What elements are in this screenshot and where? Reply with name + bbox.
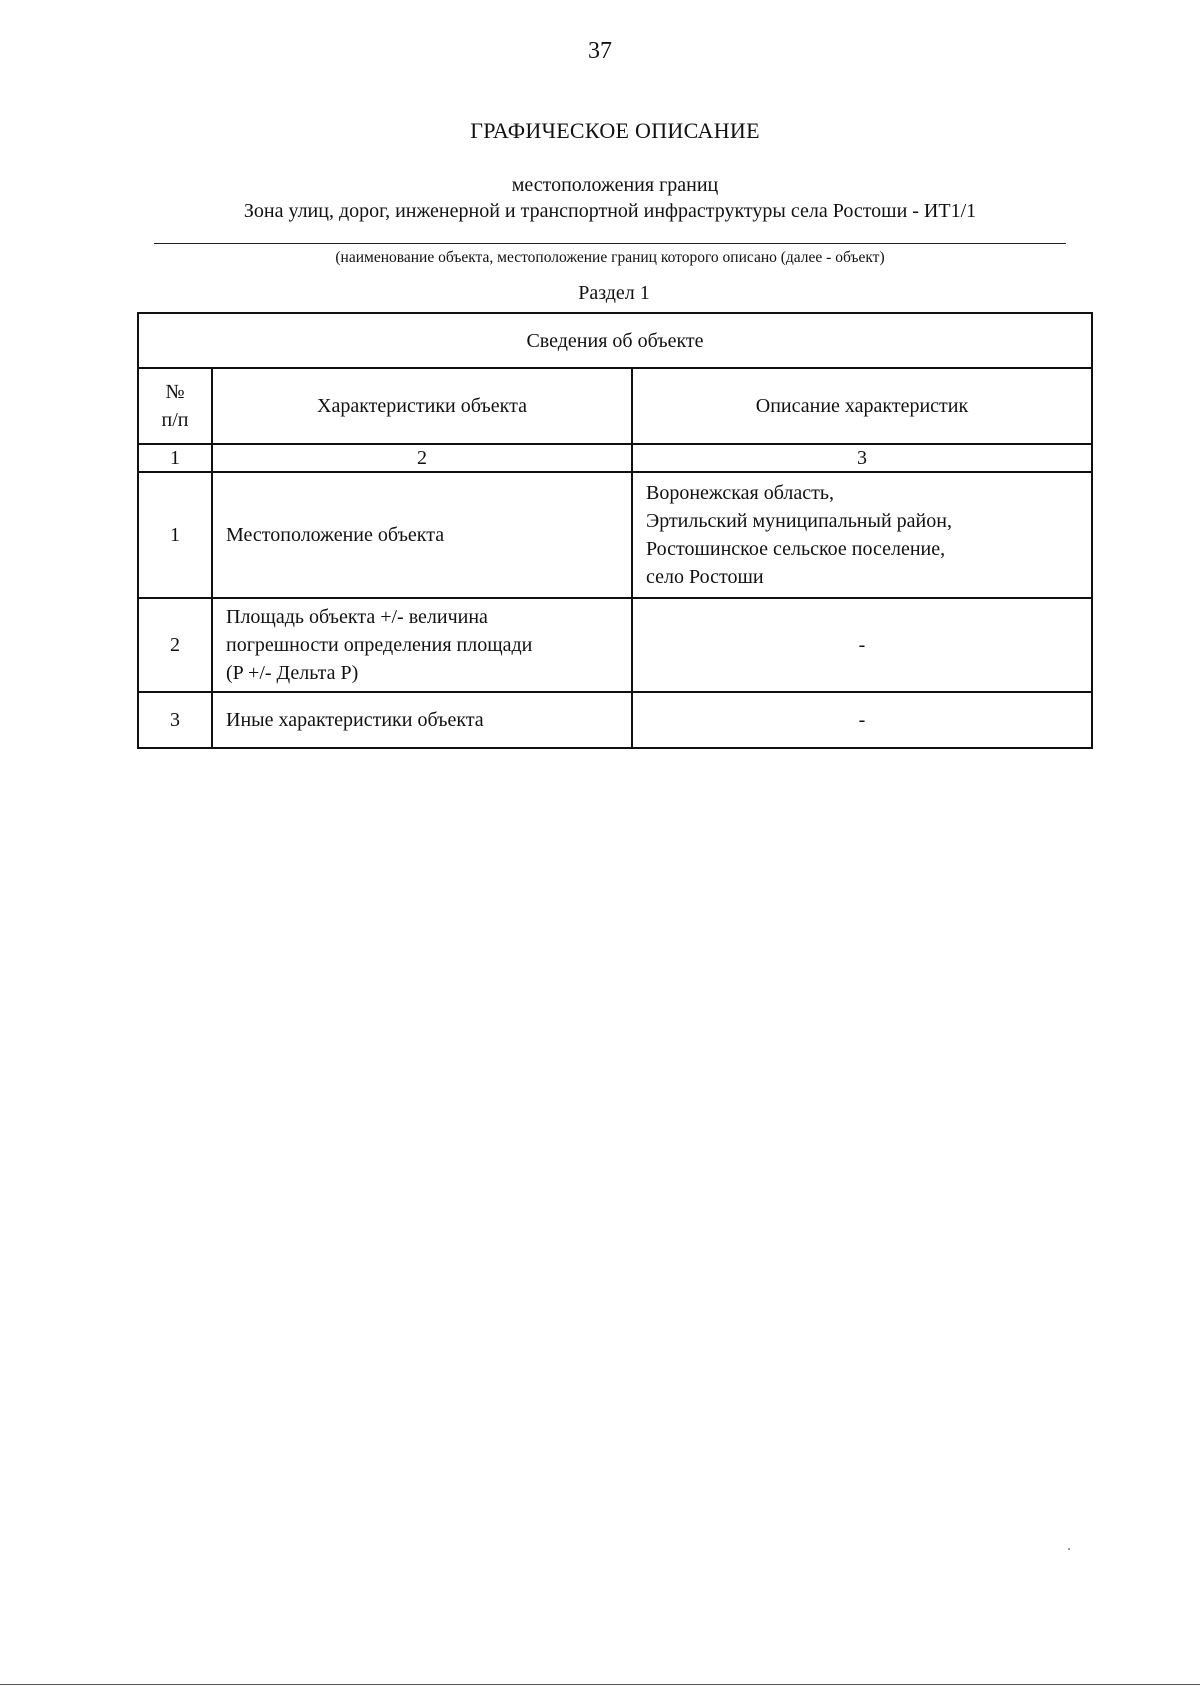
column-index-1: 1 [138, 444, 212, 472]
column-index-2: 2 [212, 444, 632, 472]
document-title: ГРАФИЧЕСКОЕ ОПИСАНИЕ [470, 118, 760, 143]
row-number: 2 [138, 598, 212, 692]
column-header-description: Описание характеристик [632, 368, 1092, 444]
object-info-table [137, 312, 1093, 749]
column-header-characteristic: Характеристики объекта [212, 368, 632, 444]
object-name-caption: (наименование объекта, местоположение границ которого описано (далее - объект) [335, 249, 885, 266]
row-description: - [632, 598, 1092, 692]
row-characteristic-line: (P +/- Дельта P) [226, 662, 359, 684]
row-characteristic-line: Местоположение объекта [226, 524, 445, 546]
table-row [138, 598, 1092, 692]
table-row [138, 692, 1092, 748]
column-header-number-line2: п/п [161, 409, 189, 431]
row-characteristic: Иные характеристики объекта [212, 692, 632, 748]
row-description [632, 472, 1092, 598]
object-name: Зона улиц, дорог, инженерной и транспортной инфраструктуры села Ростоши - ИТ1/1 [243, 200, 977, 222]
table-row [138, 472, 1092, 598]
row-characteristic-line: Площадь объекта +/- величина [226, 606, 488, 628]
row-characteristic-line: погрешности определения площади [226, 634, 533, 656]
document-subtitle: местоположения границ [511, 174, 719, 196]
table-heading: Сведения об объекте [138, 313, 1092, 368]
underline-rule [154, 243, 1066, 244]
row-description-line: Эртильский муниципальный район, [646, 510, 952, 532]
column-header-row [138, 368, 1092, 444]
row-characteristic [212, 472, 632, 598]
row-description-line: село Ростоши [646, 566, 764, 588]
row-number: 1 [138, 472, 212, 598]
row-description: - [632, 692, 1092, 748]
row-characteristic [212, 598, 632, 692]
page-bottom-edge [0, 1684, 1200, 1685]
column-header-number [138, 368, 212, 444]
page-number: 37 [588, 38, 612, 64]
column-header-number-line1: № [165, 381, 185, 403]
row-description-line: Ростошинское сельское поселение, [646, 538, 946, 560]
scan-speck [1068, 1548, 1070, 1550]
section-label: Раздел 1 [578, 282, 650, 304]
row-description-line: Воронежская область, [646, 482, 835, 504]
column-index-3: 3 [632, 444, 1092, 472]
table-heading-row [138, 313, 1092, 368]
column-index-row [138, 444, 1092, 472]
row-number: 3 [138, 692, 212, 748]
